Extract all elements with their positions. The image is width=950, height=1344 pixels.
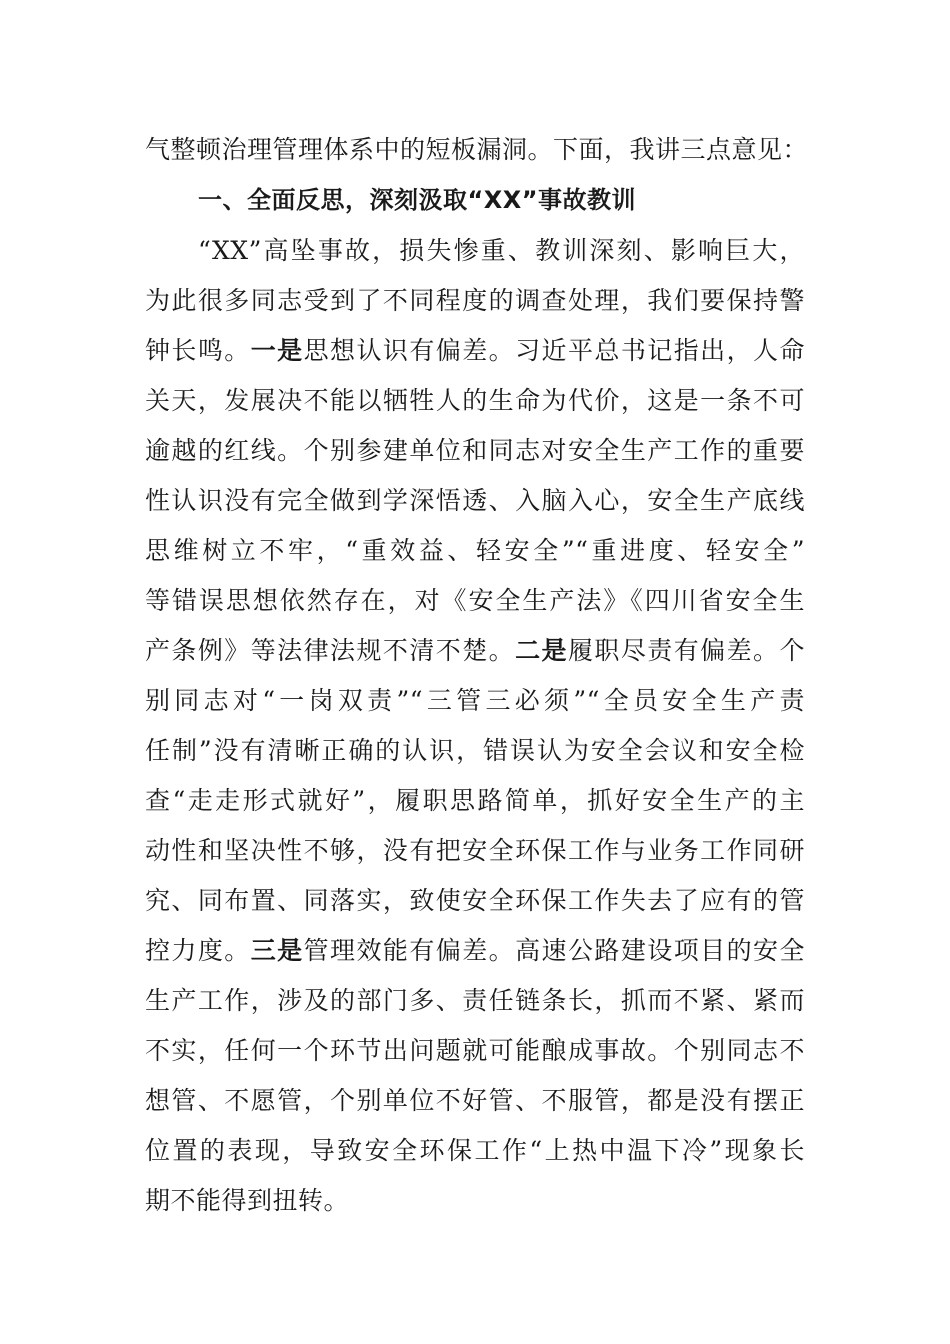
text-segment: 逾越的红线。个别参建单位和同志对安全生产工作的重要 <box>145 436 805 465</box>
body-line <box>145 726 805 776</box>
text-segment: 期不能得到扭转。 <box>145 1186 350 1215</box>
text-segment: 性认识没有完全做到学深悟透、入脑入心，安全生产底线 <box>145 486 805 515</box>
text-segment: 气整顿治理管理体系中的短板漏洞。下面，我讲三点意见： <box>145 135 809 164</box>
text-segment: 想管、不愿管，个别单位不好管、不服管，都是没有摆正 <box>145 1086 805 1115</box>
text-segment: 生产工作，涉及的部门多、责任链条长，抓而不紧、紧而 <box>145 986 805 1015</box>
body-line <box>145 526 805 576</box>
text-segment: 等错误思想依然存在，对《安全生产法》《四川省安全生 <box>145 586 805 615</box>
text-segment: “XX”高坠事故，损失惨重、教训深刻、影响巨大， <box>198 236 805 265</box>
text-segment: 别同志对“一岗双责”“三管三必须”“全员安全生产责 <box>145 686 805 715</box>
text-segment: 不实，任何一个环节出问题就可能酿成事故。个别同志不 <box>145 1036 805 1065</box>
body-line <box>145 876 805 926</box>
body-line <box>145 826 805 876</box>
body-line <box>145 626 805 676</box>
body-line <box>145 776 805 826</box>
text-segment: 究、同布置、同落实，致使安全环保工作失去了应有的管 <box>145 886 805 915</box>
body-line <box>145 476 805 526</box>
body-line <box>145 1026 805 1076</box>
body-line <box>145 676 805 726</box>
body-line <box>145 576 805 626</box>
body-line <box>145 276 805 326</box>
text-segment: 任制”没有清晰正确的认识，错误认为安全会议和安全检 <box>145 736 805 765</box>
text-segment: 为此很多同志受到了不同程度的调查处理，我们要保持警 <box>145 286 805 315</box>
body-line <box>145 926 805 976</box>
heading-text: 一、全面反思，深刻汲取“XX”事故教训 <box>198 186 637 214</box>
body-line <box>145 1126 805 1176</box>
body-line <box>145 125 809 175</box>
body-line <box>145 1076 805 1126</box>
body-line <box>145 326 805 376</box>
text-segment: 履职尽责有偏差。个 <box>567 636 805 665</box>
body-line <box>145 976 805 1026</box>
body-line <box>145 426 805 476</box>
text-segment: 钟长鸣。 <box>145 336 251 365</box>
text-segment: 控力度。 <box>145 936 251 965</box>
body-line <box>145 376 805 426</box>
text-segment: 查“走走形式就好”，履职思路简单，抓好安全生产的主 <box>145 786 805 815</box>
text-segment: 动性和坚决性不够，没有把安全环保工作与业务工作同研 <box>145 836 805 865</box>
point-label-one: 一是 <box>250 336 304 365</box>
text-segment: 思想认识有偏差。习近平总书记指出，人命 <box>303 336 805 365</box>
text-segment: 产条例》等法律法规不清不楚。 <box>145 636 516 665</box>
paragraph-first-line <box>198 226 805 276</box>
section-heading <box>198 175 805 225</box>
paragraph-last-line <box>145 1176 805 1226</box>
point-label-two: 二是 <box>515 636 568 665</box>
text-segment: 管理效能有偏差。高速公路建设项目的安全 <box>303 936 805 965</box>
point-label-three: 三是 <box>250 936 304 965</box>
text-segment: 关天，发展决不能以牺牲人的生命为代价，这是一条不可 <box>145 386 805 415</box>
text-segment: 思维树立不牢，“重效益、轻安全”“重进度、轻安全” <box>145 536 805 565</box>
text-segment: 位置的表现，导致安全环保工作“上热中温下冷”现象长 <box>145 1136 805 1165</box>
